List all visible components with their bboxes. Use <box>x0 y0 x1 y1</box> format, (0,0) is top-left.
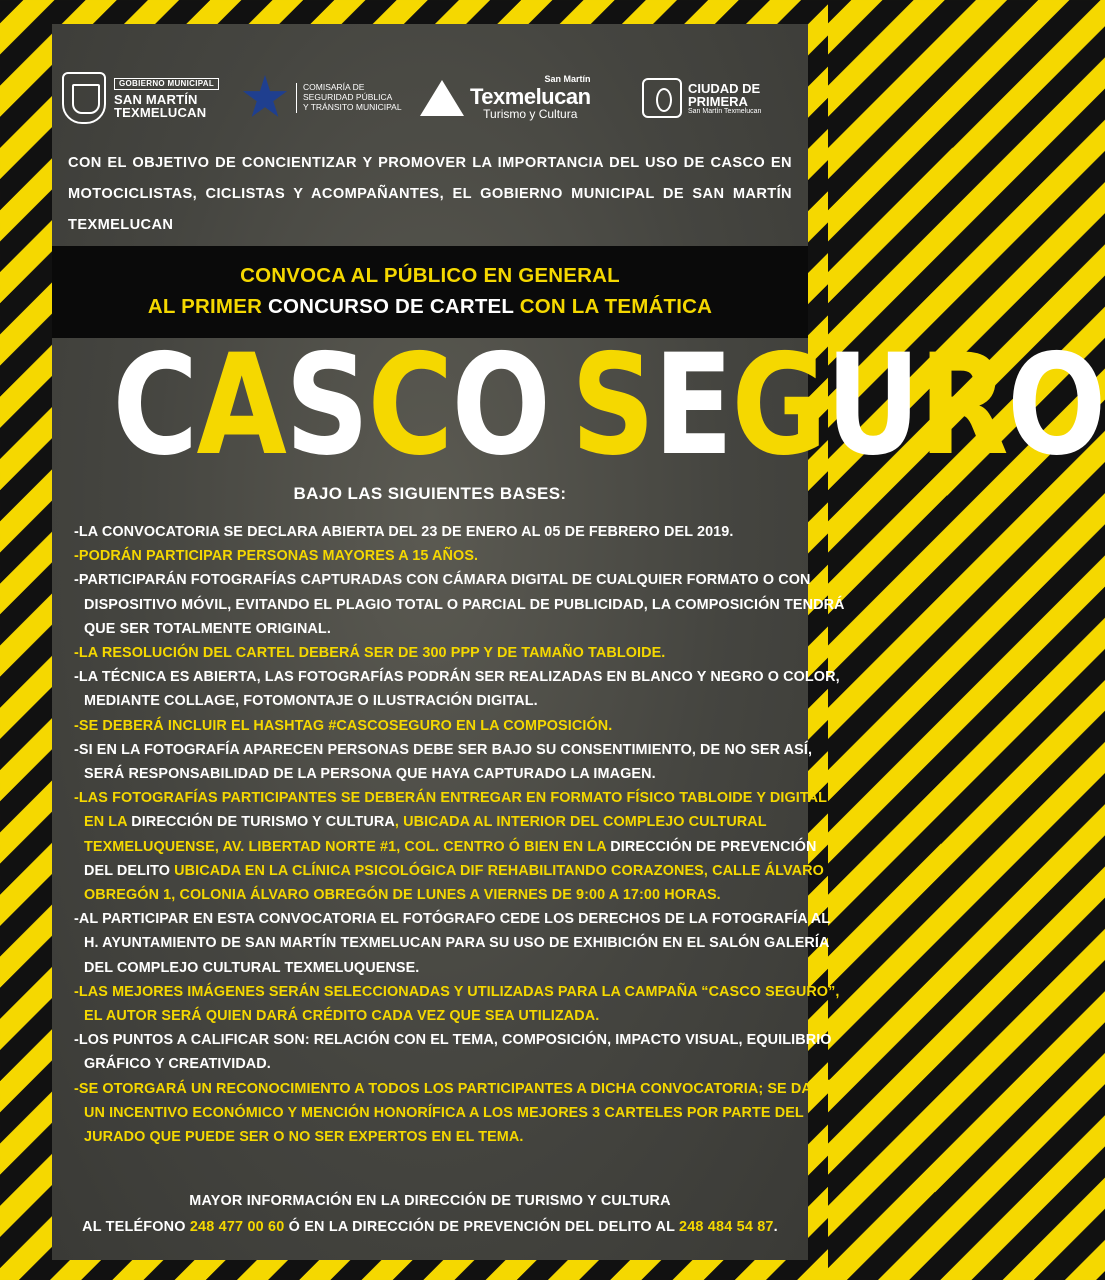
rule-text: -SE DEBERÁ INCLUIR EL HASHTAG #CASCOSEGURO EN LA COMPOSICIÓN. <box>74 717 613 734</box>
rule-line <box>74 786 828 810</box>
turismo-sub: Turismo y Cultura <box>483 106 578 121</box>
ciudad-line2: PRIMERA <box>688 93 748 109</box>
rule-text: -LAS MEJORES IMÁGENES SERÁN SELECCIONADAS Y UTILIZADAS PARA LA CAMPAÑA “CASCO SEGURO”, <box>74 983 840 1000</box>
rule-line <box>74 738 813 762</box>
rule-text: -SE OTORGARÁ UN RECONOCIMIENTO A TODOS LOS PARTICIPANTES A DICHA CONVOCATORIA; SE DARÁ <box>74 1080 833 1097</box>
rule-text: -LAS FOTOGRAFÍAS PARTICIPANTES SE DEBERÁN ENTREGAR EN FORMATO FÍSICO TABLOIDE Y DIGITAL <box>74 790 828 807</box>
gobierno-municipal-logo <box>62 68 219 128</box>
footer-line2-b: Ó EN LA DIRECCIÓN DE PREVENCIÓN DEL DELITO AL <box>284 1219 679 1235</box>
rule-text: MEDIANTE COLLAGE, FOTOMONTAJE O ILUSTRACIÓN DIGITAL. <box>84 693 538 710</box>
rule-line <box>74 544 792 568</box>
convoca-line2 <box>52 291 808 322</box>
rule-line <box>74 931 830 955</box>
rule-line <box>74 665 840 689</box>
rules-list <box>74 520 845 1149</box>
rule-line <box>74 1077 833 1101</box>
rule-line <box>74 810 792 834</box>
rule-text: TEXMELUQUENSE, AV. LIBERTAD NORTE #1, COL. CENTRO Ó BIEN EN LA <box>84 838 611 855</box>
title-letter: O <box>451 324 550 486</box>
footer-phone1: 248 477 00 60 <box>189 1219 285 1235</box>
ciudad-line1: CIUDAD DE <box>688 80 761 96</box>
intro-line2: MOTOCICLISTAS, CICLISTAS Y ACOMPAÑANTES, EL GOBIERNO MUNICIPAL DE SAN MARTÍN TEXMELUCAN <box>68 186 792 233</box>
title-letter: C <box>367 324 452 486</box>
rule-line <box>74 617 792 641</box>
rule-text: QUE SER TOTALMENTE ORIGINAL. <box>84 620 331 637</box>
rule-line <box>74 641 792 665</box>
rule-item <box>74 1077 833 1150</box>
rule-line <box>74 520 792 544</box>
gobierno-small-label: GOBIERNO MUNICIPAL <box>114 78 219 90</box>
comisaria-line3: Y TRÁNSITO MUNICIPAL <box>303 101 402 112</box>
convoca-line1: CONVOCA AL PÚBLICO EN GENERAL <box>240 264 620 287</box>
rule-line <box>74 568 811 592</box>
rule-text: OBREGÓN 1, COLONIA ÁLVARO OBREGÓN DE LUNES A VIERNES DE 9:00 A 17:00 HORAS. <box>84 887 721 904</box>
rule-item <box>74 665 840 713</box>
title-letter: U <box>825 324 919 486</box>
comisaria-line1: COMISARÍA DE <box>303 82 365 93</box>
footer-line2-c: . <box>773 1219 778 1235</box>
police-star-icon <box>242 75 288 121</box>
rule-item <box>74 520 792 544</box>
footer-info <box>52 1188 808 1240</box>
rule-item <box>74 568 845 641</box>
house-tree-icon <box>642 78 682 118</box>
title-letter: O <box>1007 324 1105 486</box>
title-letter: R <box>918 324 1008 486</box>
rule-line <box>74 907 831 931</box>
bases-heading: BAJO LAS SIGUIENTES BASES: <box>293 484 567 503</box>
convoca-line2-c: CON LA TEMÁTICA <box>513 295 713 318</box>
rule-item <box>74 907 831 980</box>
rule-text: , UBICADA AL INTERIOR DEL COMPLEJO CULTURAL <box>394 814 767 831</box>
ciudad-de-primera-logo <box>642 68 761 128</box>
casco-seguro-title <box>112 324 1105 486</box>
convoca-line2-b: CONCURSO DE CARTEL <box>267 295 514 318</box>
rule-text: DEL COMPLEJO CULTURAL TEXMELUQUENSE. <box>84 959 420 976</box>
rule-line <box>74 980 840 1004</box>
rule-text: -PARTICIPARÁN FOTOGRAFÍAS CAPTURADAS CON CÁMARA DIGITAL DE CUALQUIER FORMATO O CON <box>74 572 811 589</box>
rule-line <box>74 859 824 883</box>
comisaria-logo <box>242 68 402 128</box>
rule-text: H. AYUNTAMIENTO DE SAN MARTÍN TEXMELUCAN PARA SU USO DE EXHIBICIÓN EN EL SALÓN GALERÍA <box>84 935 830 952</box>
rule-text: UBICADA EN LA CLÍNICA PSICOLÓGICA DIF REHABILITANDO CORAZONES, CALLE ÁLVARO <box>170 862 824 879</box>
turismo-name: Texmelucan <box>470 83 591 109</box>
rule-line <box>74 762 792 786</box>
turismo-logo <box>420 68 591 128</box>
rule-item <box>74 980 840 1028</box>
title-letter <box>549 330 571 480</box>
rule-line <box>74 593 845 617</box>
rule-text: DISPOSITIVO MÓVIL, EVITANDO EL PLAGIO TOTAL O PARCIAL DE PUBLICIDAD, LA COMPOSICIÓN TENDRÁ <box>84 596 845 613</box>
convoca-line2-a: AL PRIMER <box>147 295 268 318</box>
footer-line2-a: AL TELÉFONO <box>82 1219 190 1235</box>
rule-line <box>74 1004 792 1028</box>
rule-line <box>74 1125 792 1149</box>
rule-item <box>74 1028 832 1076</box>
gobierno-line2: TEXMELUCAN <box>114 104 207 120</box>
rule-text: DIRECCIÓN DE TURISMO Y CULTURA <box>131 814 395 831</box>
title-letter: A <box>196 324 286 486</box>
rule-text: EN LA <box>84 814 132 831</box>
mountain-icon <box>420 80 464 116</box>
rule-line <box>74 714 792 738</box>
gobierno-line1: SAN MARTÍN <box>114 91 198 107</box>
rule-text: GRÁFICO Y CREATIVIDAD. <box>84 1056 271 1073</box>
footer-line2 <box>52 1214 808 1240</box>
rule-line <box>74 1101 804 1125</box>
rule-text: -LOS PUNTOS A CALIFICAR SON: RELACIÓN CON EL TEMA, COMPOSICIÓN, IMPACTO VISUAL, EQUILIBRIO <box>74 1032 832 1049</box>
rule-text: JURADO QUE PUEDE SER O NO SER EXPERTOS EN EL TEMA. <box>84 1129 524 1146</box>
title-letter: S <box>571 324 654 486</box>
rule-text: EL AUTOR SERÁ QUIEN DARÁ CRÉDITO CADA VEZ QUE SEA UTILIZADA. <box>84 1008 600 1025</box>
rule-line <box>74 1052 792 1076</box>
rule-text: SERÁ RESPONSABILIDAD DE LA PERSONA QUE HAYA CAPTURADO LA IMAGEN. <box>84 766 656 783</box>
rule-text: -LA TÉCNICA ES ABIERTA, LAS FOTOGRAFÍAS PODRÁN SER REALIZADAS EN BLANCO Y NEGRO O COLOR, <box>74 669 840 686</box>
rule-item <box>74 738 813 786</box>
ciudad-line3: San Martín Texmelucan <box>688 107 762 115</box>
intro-line1: CON EL OBJETIVO DE CONCIENTIZAR Y PROMOVER LA IMPORTANCIA DEL USO DE CASCO EN <box>68 155 792 171</box>
footer-phone2: 248 484 54 87 <box>679 1219 774 1235</box>
turismo-top: San Martín <box>544 74 591 85</box>
rule-text: -PODRÁN PARTICIPAR PERSONAS MAYORES A 15 AÑOS. <box>74 548 479 565</box>
title-letter: C <box>112 324 197 486</box>
rule-text: -LA RESOLUCIÓN DEL CARTEL DEBERÁ SER DE 300 PPP Y DE TAMAÑO TABLOIDE. <box>74 645 666 662</box>
rule-line <box>74 689 792 713</box>
rule-line <box>74 883 792 907</box>
rule-item <box>74 714 792 738</box>
logo-strip <box>52 68 808 128</box>
rule-item <box>74 786 828 907</box>
poster-panel <box>52 24 1105 1260</box>
rule-text: -AL PARTICIPAR EN ESTA CONVOCATORIA EL FOTÓGRAFO CEDE LOS DERECHOS DE LA FOTOGRAFÍA AL <box>74 911 831 928</box>
rule-text: -LA CONVOCATORIA SE DECLARA ABIERTA DEL 23 DE ENERO AL 05 DE FEBRERO DEL 2019. <box>74 524 734 540</box>
rule-item <box>74 641 792 665</box>
coat-of-arms-icon <box>62 72 106 124</box>
rule-text: UN INCENTIVO ECONÓMICO Y MENCIÓN HONORÍFICA A LOS MEJORES 3 CARTELES POR PARTE DEL <box>84 1104 804 1121</box>
rule-line <box>74 835 817 859</box>
rule-item <box>74 544 792 568</box>
rule-text: DEL DELITO <box>84 862 171 879</box>
comisaria-line2: SEGURIDAD PÚBLICA <box>303 92 393 103</box>
footer-line1: MAYOR INFORMACIÓN EN LA DIRECCIÓN DE TURISMO Y CULTURA <box>189 1193 671 1209</box>
rule-line <box>74 956 792 980</box>
title-letter: E <box>653 324 732 486</box>
title-letter: S <box>285 324 368 486</box>
rule-text: -SI EN LA FOTOGRAFÍA APARECEN PERSONAS DEBE SER BAJO SU CONSENTIMIENTO, DE NO SER ASÍ, <box>74 741 813 758</box>
title-letter: G <box>731 324 826 486</box>
rule-line <box>74 1028 832 1052</box>
rule-text: DIRECCIÓN DE PREVENCIÓN <box>610 838 817 855</box>
